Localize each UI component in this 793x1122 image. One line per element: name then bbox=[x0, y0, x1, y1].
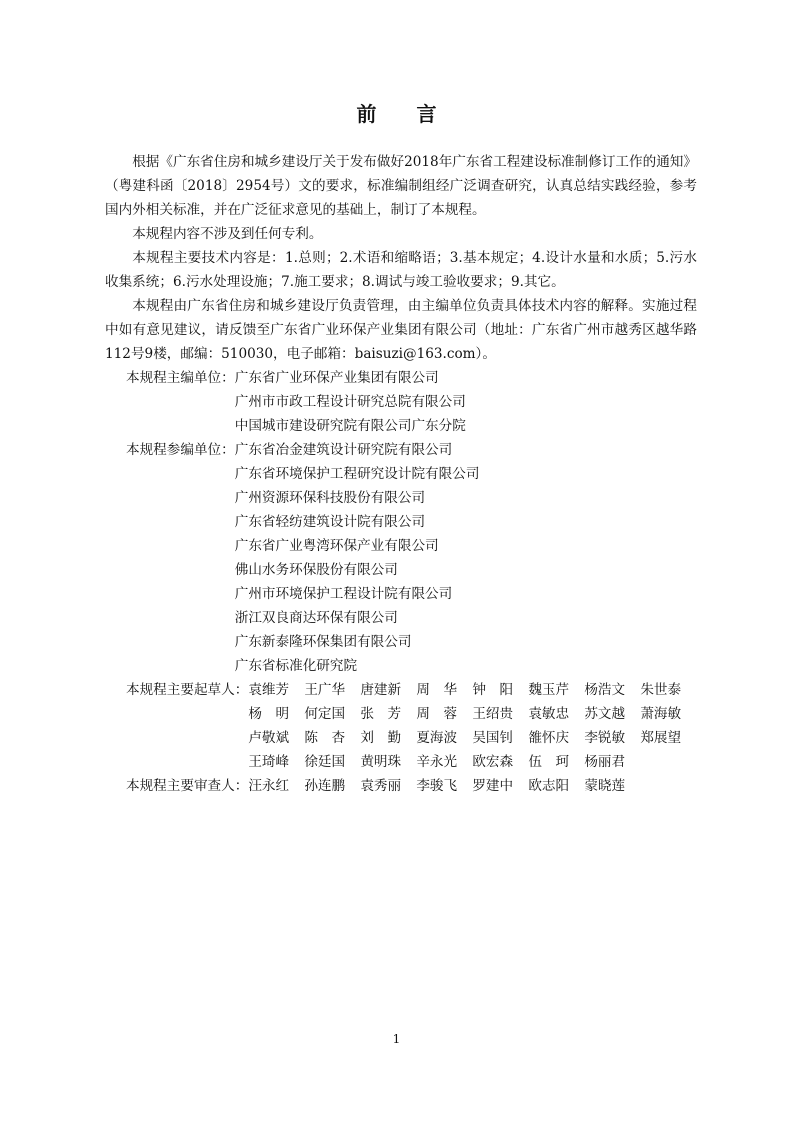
reviewers-section bbox=[105, 774, 697, 798]
person-name: 蒙晓莲 bbox=[584, 778, 626, 794]
person-name: 李锐敏 bbox=[584, 730, 626, 746]
paragraph: 本规程主要技术内容是：1.总则；2.术语和缩略语；3.基本规定；4.设计水量和水质；5.污水收集系统；6.污水处理设施；7.施工要求；8.调试与竣工验收要求；9.其它。 bbox=[105, 250, 697, 290]
chief-units-list bbox=[235, 366, 466, 438]
person-name: 王绍贵 bbox=[472, 706, 514, 722]
person-name: 钟 阳 bbox=[472, 682, 514, 698]
paragraph: 根据《广东省住房和城乡建设厅关于发布做好2018年广东省工程建设标准制修订工作的通知》（粤建科函〔2018〕2954号）文的要求，标准编制组经广泛调查研究，认真总结实践经验，参考国内外相关标准，并在广泛征求意见的基础上，制订了本规程。 bbox=[105, 154, 697, 218]
unit-name: 佛山水务环保股份有限公司 bbox=[234, 562, 398, 578]
unit-name: 广州资源环保科技股份有限公司 bbox=[234, 490, 426, 506]
person-name: 伍 珂 bbox=[528, 754, 570, 770]
person-name: 徐廷国 bbox=[304, 754, 346, 770]
person-name: 朱世泰 bbox=[640, 682, 682, 698]
person-name: 卢敬斌 bbox=[248, 730, 290, 746]
participating-units-label: 本规程参编单位： bbox=[126, 442, 235, 458]
person-name: 袁维芳 bbox=[248, 682, 290, 698]
person-name: 杨浩文 bbox=[584, 682, 626, 698]
person-name: 唐建新 bbox=[360, 682, 402, 698]
person-name: 孙连鹏 bbox=[304, 778, 346, 794]
person-name: 萧海敏 bbox=[640, 706, 682, 722]
unit-name: 广东省广业环保产业集团有限公司 bbox=[234, 370, 439, 386]
person-name: 吴国钊 bbox=[472, 730, 514, 746]
person-name: 辛永光 bbox=[416, 754, 458, 770]
unit-name: 广州市环境保护工程设计院有限公司 bbox=[234, 586, 453, 602]
reviewers-list bbox=[248, 774, 696, 798]
person-name: 欧宏森 bbox=[472, 754, 514, 770]
person-name: 魏玉芹 bbox=[528, 682, 570, 698]
person-name: 汪永红 bbox=[248, 778, 290, 794]
person-name: 罗建中 bbox=[472, 778, 514, 794]
participating-units-list bbox=[235, 438, 480, 678]
person-name: 王广华 bbox=[304, 682, 346, 698]
person-name: 李骏飞 bbox=[416, 778, 458, 794]
page-title: 前言 bbox=[356, 102, 477, 126]
person-name: 袁秀丽 bbox=[360, 778, 402, 794]
unit-name: 广州市市政工程设计研究总院有限公司 bbox=[234, 394, 466, 410]
unit-name: 广东省轻纺建筑设计院有限公司 bbox=[234, 514, 426, 530]
unit-name: 广东省环境保护工程研究设计院有限公司 bbox=[234, 466, 480, 482]
unit-name: 浙江双良商达环保有限公司 bbox=[234, 610, 398, 626]
document-body bbox=[105, 150, 697, 798]
page-number: 1 bbox=[392, 1032, 401, 1046]
drafters-section bbox=[105, 678, 697, 774]
person-name: 杨 明 bbox=[248, 706, 290, 722]
reviewers-label: 本规程主要审查人： bbox=[126, 778, 249, 794]
person-name: 欧志阳 bbox=[528, 778, 570, 794]
person-name: 周 蓉 bbox=[416, 706, 458, 722]
person-name: 陈 杏 bbox=[304, 730, 346, 746]
paragraph: 本规程内容不涉及到任何专利。 bbox=[132, 226, 323, 242]
unit-name: 广东省标准化研究院 bbox=[234, 658, 358, 674]
person-name: 张 芳 bbox=[360, 706, 402, 722]
drafters-list bbox=[248, 678, 696, 774]
person-name: 周 华 bbox=[416, 682, 458, 698]
unit-name: 广东新泰隆环保集团有限公司 bbox=[234, 634, 412, 650]
chief-units-label: 本规程主编单位： bbox=[126, 370, 235, 386]
unit-name: 广东省广业粤湾环保产业有限公司 bbox=[234, 538, 439, 554]
person-name: 何定国 bbox=[304, 706, 346, 722]
drafters-label: 本规程主要起草人： bbox=[126, 682, 249, 698]
person-name: 苏文越 bbox=[584, 706, 626, 722]
chief-units-section bbox=[105, 366, 697, 438]
person-name: 黄明珠 bbox=[360, 754, 402, 770]
person-name: 王琦峰 bbox=[248, 754, 290, 770]
participating-units-section bbox=[105, 438, 697, 678]
person-name: 郑展望 bbox=[640, 730, 682, 746]
unit-name: 中国城市建设研究院有限公司广东分院 bbox=[234, 418, 466, 434]
paragraph: 本规程由广东省住房和城乡建设厅负责管理，由主编单位负责具体技术内容的解释。实施过程中如有意见建议，请反馈至广东省广业环保产业集团有限公司（地址：广东省广州市越秀区越华路112号9楼，邮编：510030，电子邮箱：baisuzi@163.com）。 bbox=[105, 298, 697, 362]
person-name: 刘 勤 bbox=[360, 730, 402, 746]
person-name: 袁敏忠 bbox=[528, 706, 570, 722]
person-name: 杨丽君 bbox=[584, 754, 626, 770]
person-name: 夏海波 bbox=[416, 730, 458, 746]
unit-name: 广东省冶金建筑设计研究院有限公司 bbox=[234, 442, 453, 458]
person-name: 雒怀庆 bbox=[528, 730, 570, 746]
